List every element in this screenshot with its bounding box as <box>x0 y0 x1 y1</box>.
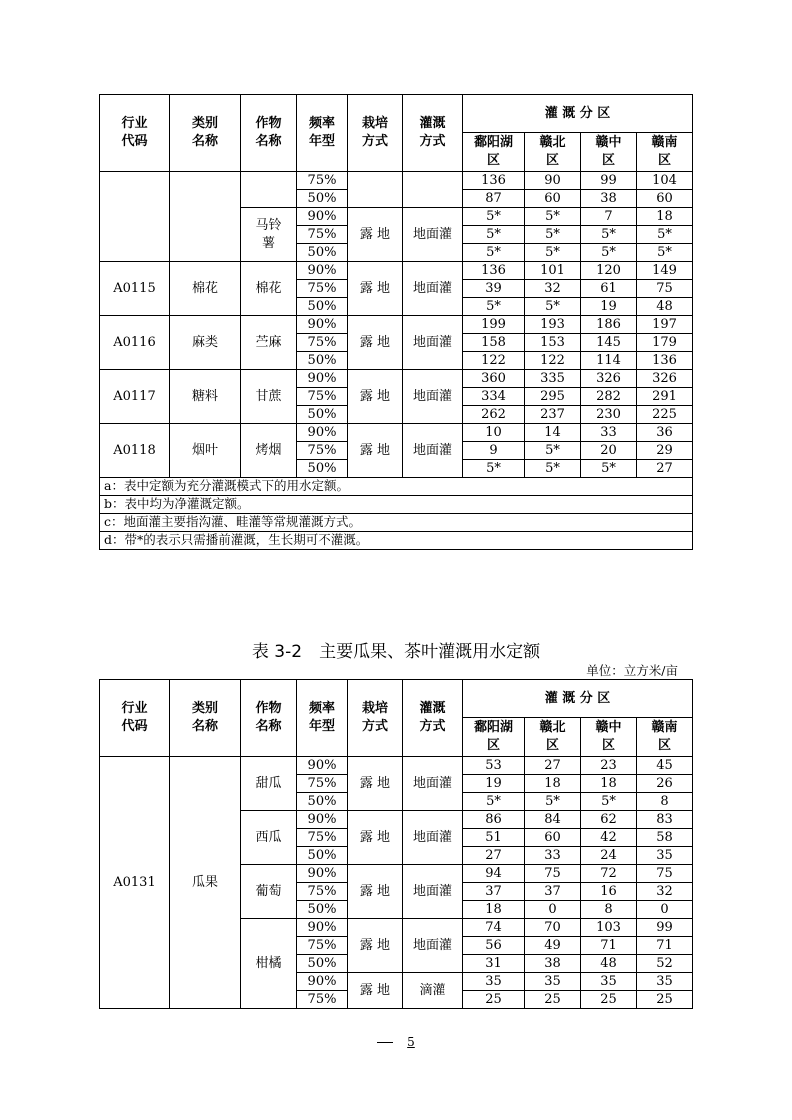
irrigation-cell: 地面灌 <box>403 757 463 811</box>
value-cell: 25 <box>581 991 637 1009</box>
value-cell: 56 <box>463 937 525 955</box>
value-cell: 291 <box>637 388 693 406</box>
value-cell: 35 <box>637 973 693 991</box>
cultivation-cell: 露 地 <box>348 757 403 811</box>
value-cell: 136 <box>637 352 693 370</box>
value-cell: 8 <box>581 901 637 919</box>
crop-cell: 柑橘 <box>241 919 297 1009</box>
header-frequency: 频率 年型 <box>297 95 348 172</box>
value-cell: 19 <box>463 775 525 793</box>
header-zone-ganzhong: 赣中 区 <box>581 133 637 172</box>
freq-cell: 50% <box>297 406 348 424</box>
header-irrigation-zones: 灌 溉 分 区 <box>463 95 693 133</box>
value-cell: 7 <box>581 208 637 226</box>
value-cell: 295 <box>525 388 581 406</box>
freq-cell: 90% <box>297 865 348 883</box>
freq-cell: 90% <box>297 757 348 775</box>
freq-cell: 50% <box>297 298 348 316</box>
freq-cell: 50% <box>297 460 348 478</box>
value-cell: 18 <box>637 208 693 226</box>
note-row <box>100 478 693 496</box>
value-cell: 225 <box>637 406 693 424</box>
header-frequency: 频率 年型 <box>297 680 348 757</box>
value-cell: 104 <box>637 172 693 190</box>
freq-cell: 75% <box>297 991 348 1009</box>
value-cell: 71 <box>637 937 693 955</box>
value-cell: 237 <box>525 406 581 424</box>
value-cell: 149 <box>637 262 693 280</box>
irrigation-cell: 地面灌 <box>403 865 463 919</box>
crop-cell: 苎麻 <box>241 316 297 370</box>
value-cell: 5* <box>463 208 525 226</box>
industry-code-cell: A0118 <box>100 424 170 478</box>
value-cell: 122 <box>525 352 581 370</box>
value-cell: 5* <box>637 226 693 244</box>
cultivation-cell: 露 地 <box>348 973 403 1009</box>
value-cell: 33 <box>581 424 637 442</box>
crop-cell: 葡萄 <box>241 865 297 919</box>
freq-cell: 75% <box>297 883 348 901</box>
page-number: 5 <box>0 1035 792 1049</box>
cultivation-cell: 露 地 <box>348 316 403 370</box>
freq-cell: 90% <box>297 316 348 334</box>
header-irrigation-zones: 灌 溉 分 区 <box>463 680 693 718</box>
cultivation-cell: 露 地 <box>348 262 403 316</box>
value-cell: 53 <box>463 757 525 775</box>
value-cell: 360 <box>463 370 525 388</box>
cultivation-cell: 露 地 <box>348 424 403 478</box>
table-row <box>100 370 693 388</box>
table-3-2-title: 表 3-2 主要瓜果、茶叶灌溉用水定额 <box>251 642 541 662</box>
value-cell: 70 <box>525 919 581 937</box>
value-cell: 48 <box>637 298 693 316</box>
header-irrigation-method: 灌溉 方式 <box>403 95 463 172</box>
value-cell: 158 <box>463 334 525 352</box>
irrigation-cell <box>403 172 463 208</box>
value-cell: 23 <box>581 757 637 775</box>
category-cell: 糖料 <box>170 370 241 424</box>
value-cell: 90 <box>525 172 581 190</box>
value-cell: 58 <box>637 829 693 847</box>
value-cell: 61 <box>581 280 637 298</box>
header-industry-code: 行业 代码 <box>100 95 170 172</box>
value-cell: 62 <box>581 811 637 829</box>
header-zone-ganbei: 赣北 区 <box>525 718 581 757</box>
header-category: 类别 名称 <box>170 95 241 172</box>
industry-code-cell: A0131 <box>100 757 170 1009</box>
value-cell: 193 <box>525 316 581 334</box>
freq-cell: 90% <box>297 424 348 442</box>
value-cell: 29 <box>637 442 693 460</box>
cultivation-cell: 露 地 <box>348 919 403 973</box>
value-cell: 26 <box>637 775 693 793</box>
freq-cell: 75% <box>297 775 348 793</box>
value-cell: 86 <box>463 811 525 829</box>
value-cell: 25 <box>463 991 525 1009</box>
cultivation-cell: 露 地 <box>348 865 403 919</box>
freq-cell: 75% <box>297 388 348 406</box>
freq-cell: 50% <box>297 190 348 208</box>
crop-cell <box>241 172 297 208</box>
cultivation-cell <box>348 172 403 208</box>
value-cell: 103 <box>581 919 637 937</box>
value-cell: 39 <box>463 280 525 298</box>
irrigation-cell: 地面灌 <box>403 316 463 370</box>
industry-code-cell: A0117 <box>100 370 170 424</box>
value-cell: 25 <box>637 991 693 1009</box>
irrigation-cell: 滴灌 <box>403 973 463 1009</box>
value-cell: 5* <box>525 244 581 262</box>
value-cell: 145 <box>581 334 637 352</box>
value-cell: 49 <box>525 937 581 955</box>
footer-rule <box>377 1042 393 1043</box>
value-cell: 27 <box>463 847 525 865</box>
value-cell: 27 <box>637 460 693 478</box>
freq-cell: 50% <box>297 901 348 919</box>
crop-cell: 甜瓜 <box>241 757 297 811</box>
value-cell: 60 <box>525 829 581 847</box>
cultivation-cell: 露 地 <box>348 811 403 865</box>
freq-cell: 90% <box>297 811 348 829</box>
irrigation-cell: 地面灌 <box>403 811 463 865</box>
value-cell: 5* <box>581 226 637 244</box>
value-cell: 186 <box>581 316 637 334</box>
value-cell: 18 <box>581 775 637 793</box>
value-cell: 37 <box>525 883 581 901</box>
value-cell: 71 <box>581 937 637 955</box>
crop-cell: 甘蔗 <box>241 370 297 424</box>
crop-cell: 马铃 薯 <box>241 208 297 262</box>
table-row <box>100 316 693 334</box>
value-cell: 5* <box>463 298 525 316</box>
freq-cell: 75% <box>297 829 348 847</box>
freq-cell: 75% <box>297 937 348 955</box>
value-cell: 87 <box>463 190 525 208</box>
value-cell: 18 <box>463 901 525 919</box>
value-cell: 5* <box>463 244 525 262</box>
irrigation-cell: 地面灌 <box>403 262 463 316</box>
freq-cell: 50% <box>297 955 348 973</box>
freq-cell: 50% <box>297 352 348 370</box>
value-cell: 32 <box>525 280 581 298</box>
freq-cell: 75% <box>297 172 348 190</box>
header-zone-gannan: 赣南 区 <box>637 718 693 757</box>
note-row <box>100 496 693 514</box>
freq-cell: 90% <box>297 919 348 937</box>
value-cell: 5* <box>463 793 525 811</box>
value-cell: 199 <box>463 316 525 334</box>
value-cell: 5* <box>581 460 637 478</box>
value-cell: 282 <box>581 388 637 406</box>
value-cell: 153 <box>525 334 581 352</box>
value-cell: 51 <box>463 829 525 847</box>
freq-cell: 50% <box>297 244 348 262</box>
value-cell: 42 <box>581 829 637 847</box>
header-zone-poyang: 鄱阳湖 区 <box>463 133 525 172</box>
industry-code-cell: A0115 <box>100 262 170 316</box>
crop-irrigation-quota-table-continued <box>99 94 693 550</box>
value-cell: 36 <box>637 424 693 442</box>
crop-cell: 烤烟 <box>241 424 297 478</box>
freq-cell: 90% <box>297 208 348 226</box>
value-cell: 5* <box>637 244 693 262</box>
freq-cell: 90% <box>297 973 348 991</box>
value-cell: 5* <box>463 226 525 244</box>
table-row <box>100 424 693 442</box>
crop-cell: 棉花 <box>241 262 297 316</box>
value-cell: 5* <box>581 793 637 811</box>
value-cell: 72 <box>581 865 637 883</box>
irrigation-cell: 地面灌 <box>403 424 463 478</box>
value-cell: 25 <box>525 991 581 1009</box>
value-cell: 75 <box>525 865 581 883</box>
value-cell: 114 <box>581 352 637 370</box>
value-cell: 75 <box>637 280 693 298</box>
value-cell: 60 <box>525 190 581 208</box>
value-cell: 99 <box>637 919 693 937</box>
table-row <box>100 262 693 280</box>
irrigation-cell: 地面灌 <box>403 370 463 424</box>
value-cell: 35 <box>581 973 637 991</box>
value-cell: 5* <box>525 226 581 244</box>
header-zone-ganzhong: 赣中 区 <box>581 718 637 757</box>
value-cell: 38 <box>525 955 581 973</box>
value-cell: 101 <box>525 262 581 280</box>
category-cell: 棉花 <box>170 262 241 316</box>
value-cell: 10 <box>463 424 525 442</box>
table-row <box>100 757 693 775</box>
value-cell: 83 <box>637 811 693 829</box>
value-cell: 37 <box>463 883 525 901</box>
value-cell: 0 <box>637 901 693 919</box>
industry-code-cell <box>100 172 170 262</box>
cultivation-cell: 露 地 <box>348 208 403 262</box>
freq-cell: 75% <box>297 442 348 460</box>
note-row <box>100 532 693 550</box>
freq-cell: 50% <box>297 793 348 811</box>
value-cell: 120 <box>581 262 637 280</box>
value-cell: 38 <box>581 190 637 208</box>
value-cell: 94 <box>463 865 525 883</box>
header-zone-ganbei: 赣北 区 <box>525 133 581 172</box>
table-note: b：表中均为净灌溉定额。 <box>100 496 693 514</box>
value-cell: 19 <box>581 298 637 316</box>
header-crop: 作物 名称 <box>241 680 297 757</box>
value-cell: 5* <box>525 793 581 811</box>
value-cell: 31 <box>463 955 525 973</box>
crop-cell: 西瓜 <box>241 811 297 865</box>
table-note: c：地面灌主要指沟灌、畦灌等常规灌溉方式。 <box>100 514 693 532</box>
value-cell: 5* <box>581 244 637 262</box>
value-cell: 14 <box>525 424 581 442</box>
value-cell: 5* <box>463 460 525 478</box>
header-category: 类别 名称 <box>170 680 241 757</box>
freq-cell: 75% <box>297 280 348 298</box>
value-cell: 32 <box>637 883 693 901</box>
value-cell: 5* <box>525 298 581 316</box>
freq-cell: 75% <box>297 334 348 352</box>
value-cell: 122 <box>463 352 525 370</box>
table-row <box>100 172 693 190</box>
category-cell <box>170 172 241 262</box>
header-cultivation: 栽培 方式 <box>348 95 403 172</box>
value-cell: 230 <box>581 406 637 424</box>
value-cell: 335 <box>525 370 581 388</box>
value-cell: 35 <box>463 973 525 991</box>
value-cell: 326 <box>637 370 693 388</box>
value-cell: 179 <box>637 334 693 352</box>
value-cell: 0 <box>525 901 581 919</box>
melon-fruit-irrigation-quota-table <box>99 679 693 1009</box>
irrigation-cell: 地面灌 <box>403 919 463 973</box>
value-cell: 75 <box>637 865 693 883</box>
value-cell: 35 <box>525 973 581 991</box>
value-cell: 334 <box>463 388 525 406</box>
value-cell: 9 <box>463 442 525 460</box>
cultivation-cell: 露 地 <box>348 370 403 424</box>
note-row <box>100 514 693 532</box>
value-cell: 52 <box>637 955 693 973</box>
value-cell: 20 <box>581 442 637 460</box>
header-zone-gannan: 赣南 区 <box>637 133 693 172</box>
value-cell: 16 <box>581 883 637 901</box>
value-cell: 5* <box>525 460 581 478</box>
freq-cell: 90% <box>297 262 348 280</box>
header-cultivation: 栽培 方式 <box>348 680 403 757</box>
freq-cell: 90% <box>297 370 348 388</box>
value-cell: 136 <box>463 262 525 280</box>
table-note: a：表中定额为充分灌溉模式下的用水定额。 <box>100 478 693 496</box>
value-cell: 5* <box>525 442 581 460</box>
value-cell: 5* <box>525 208 581 226</box>
value-cell: 84 <box>525 811 581 829</box>
value-cell: 33 <box>525 847 581 865</box>
value-cell: 8 <box>637 793 693 811</box>
value-cell: 35 <box>637 847 693 865</box>
value-cell: 326 <box>581 370 637 388</box>
freq-cell: 50% <box>297 847 348 865</box>
header-crop: 作物 名称 <box>241 95 297 172</box>
value-cell: 136 <box>463 172 525 190</box>
freq-cell: 75% <box>297 226 348 244</box>
value-cell: 74 <box>463 919 525 937</box>
unit-label: 单位：立方米/亩 <box>586 663 678 678</box>
value-cell: 27 <box>525 757 581 775</box>
value-cell: 197 <box>637 316 693 334</box>
header-zone-poyang: 鄱阳湖 区 <box>463 718 525 757</box>
category-cell: 烟叶 <box>170 424 241 478</box>
header-irrigation-method: 灌溉 方式 <box>403 680 463 757</box>
value-cell: 18 <box>525 775 581 793</box>
value-cell: 48 <box>581 955 637 973</box>
value-cell: 24 <box>581 847 637 865</box>
value-cell: 45 <box>637 757 693 775</box>
industry-code-cell: A0116 <box>100 316 170 370</box>
table-note: d：带*的表示只需播前灌溉，生长期可不灌溉。 <box>100 532 693 550</box>
category-cell: 瓜果 <box>170 757 241 1009</box>
category-cell: 麻类 <box>170 316 241 370</box>
header-industry-code: 行业 代码 <box>100 680 170 757</box>
value-cell: 60 <box>637 190 693 208</box>
value-cell: 262 <box>463 406 525 424</box>
value-cell: 99 <box>581 172 637 190</box>
irrigation-cell: 地面灌 <box>403 208 463 262</box>
